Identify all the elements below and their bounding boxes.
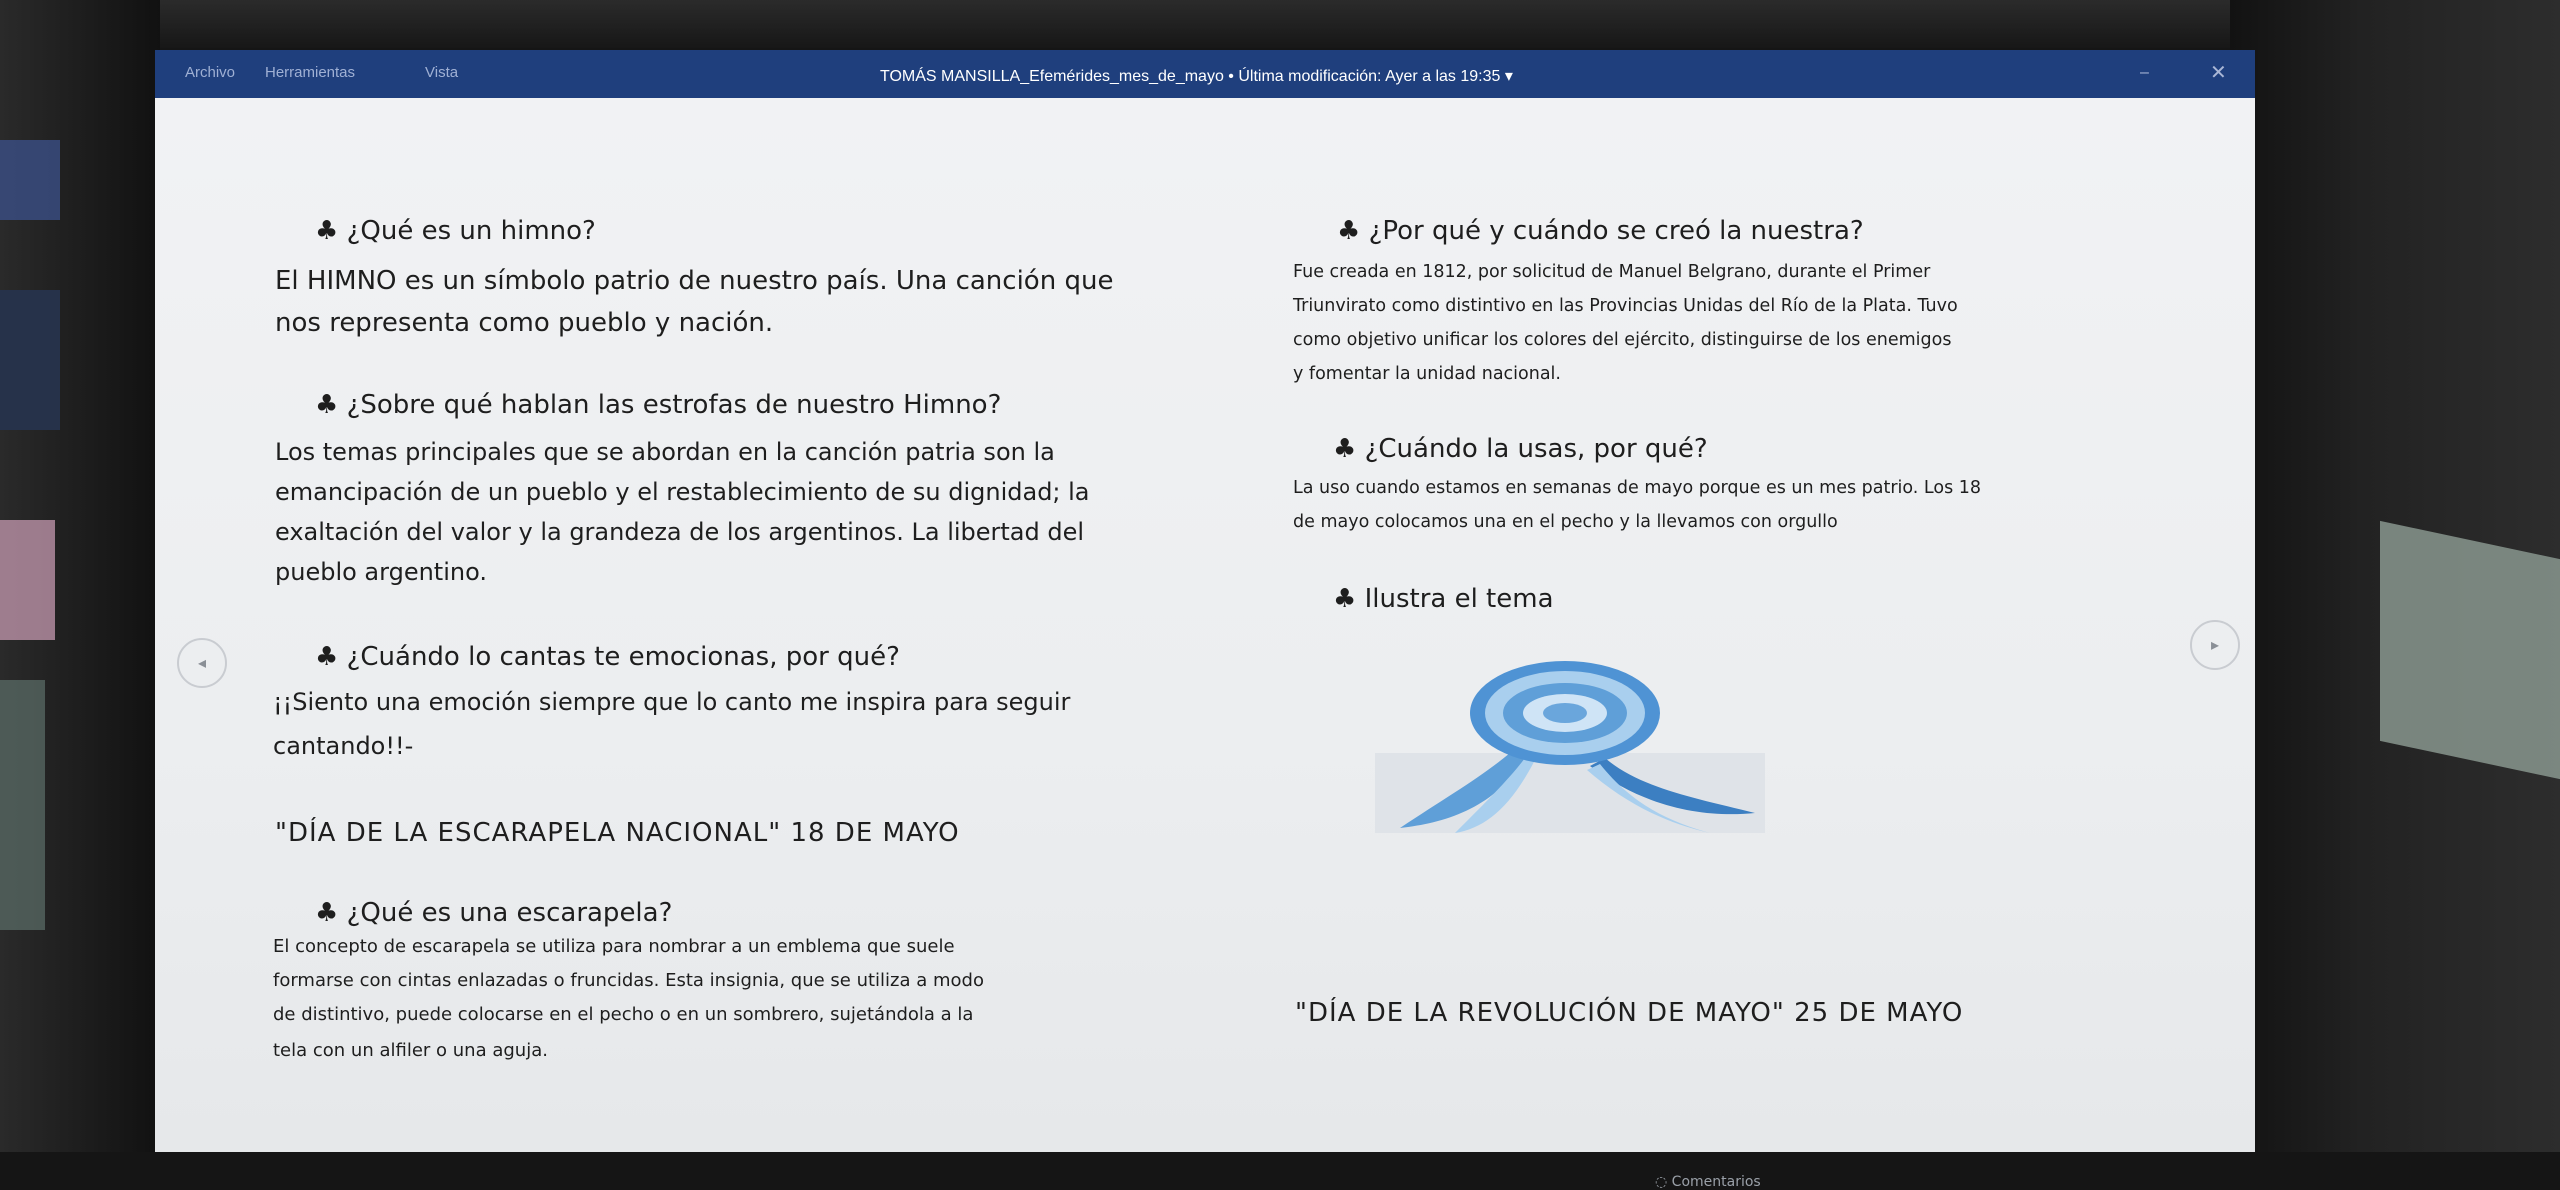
menu-file[interactable]: Archivo — [185, 64, 236, 81]
title-bar — [155, 50, 2255, 98]
paragraph-line: La uso cuando estamos en semanas de mayo porque es un mes patrio. Los 18 — [1293, 478, 1982, 498]
section-heading: "DÍA DE LA REVOLUCIÓN DE MAYO" 25 DE MAYO — [1295, 998, 1964, 1028]
paragraph-line: exaltación del valor y la grandeza de los argentinos. La libertad del — [275, 518, 1085, 546]
paragraph-line: El concepto de escarapela se utiliza para nombrar a un emblema que suele — [273, 936, 955, 957]
paragraph-line: tela con un alfiler o una aguja. — [273, 1040, 548, 1061]
menu-view[interactable]: Vista — [425, 64, 459, 81]
document-page — [155, 98, 2255, 1190]
document-title[interactable]: TOMÁS MANSILLA_Efemérides_mes_de_mayo • Última modificación: Ayer a las 19:35 ▾ — [880, 68, 1513, 85]
bullet-icon: ♣ — [315, 898, 347, 928]
paragraph-line: emancipación de un pueblo y el restablecimiento de su dignidad; la — [275, 478, 1090, 506]
bullet-icon: ♣ — [315, 216, 347, 246]
monitor-left-bezel — [0, 0, 160, 1152]
question-heading: ♣ ¿Cuándo lo cantas te emocionas, por qué? — [315, 642, 900, 672]
paragraph-line: de distintivo, puede colocarse en el pecho o en un sombrero, sujetándola a la — [273, 1004, 974, 1025]
paragraph-line: El HIMNO es un símbolo patrio de nuestro país. Una canción que — [275, 266, 1114, 296]
paragraph-line: cantando!!- — [273, 732, 414, 760]
bullet-icon: ♣ — [1333, 434, 1365, 464]
close-button[interactable]: ✕ — [2210, 62, 2227, 84]
paragraph-line: como objetivo unificar los colores del ejército, distinguirse de los enemigos — [1293, 330, 1952, 350]
paragraph-line: Fue creada en 1812, por solicitud de Manuel Belgrano, durante el Primer — [1293, 262, 1931, 282]
question-heading: ♣ Ilustra el tema — [1333, 584, 1554, 614]
paragraph-line: ¡¡Siento una emoción siempre que lo canto me inspira para seguir — [273, 688, 1071, 716]
question-heading: ♣ ¿Por qué y cuándo se creó la nuestra? — [1337, 216, 1864, 246]
paragraph-line: nos representa como pueblo y nación. — [275, 308, 774, 338]
monitor-right-bezel — [2230, 0, 2560, 1152]
paragraph-line: y fomentar la unidad nacional. — [1293, 364, 1561, 384]
monitor-top-bezel — [0, 0, 2560, 48]
bullet-icon: ♣ — [315, 390, 347, 420]
paragraph-line: Triunvirato como distintivo en las Provincias Unidas del Río de la Plata. Tuvo — [1293, 296, 1958, 316]
bullet-icon: ♣ — [1333, 584, 1365, 614]
previous-page-button[interactable]: ◂ — [177, 638, 227, 688]
section-heading: "DÍA DE LA ESCARAPELA NACIONAL" 18 DE MAYO — [275, 818, 960, 848]
bullet-icon: ♣ — [1337, 216, 1369, 246]
document-viewer-window — [155, 50, 2255, 1190]
question-heading: ♣ ¿Sobre qué hablan las estrofas de nuestro Himno? — [315, 390, 1002, 420]
menu-tools[interactable]: Herramientas — [265, 64, 356, 81]
minimize-button[interactable]: – — [2140, 64, 2149, 81]
background-reflection — [0, 520, 55, 640]
paragraph-line: formarse con cintas enlazadas o fruncidas. Esta insignia, que se utiliza a modo — [273, 970, 984, 991]
background-reflection — [0, 680, 45, 930]
escarapela-illustration — [1375, 658, 1765, 838]
next-page-button[interactable]: ▸ — [2190, 620, 2240, 670]
background-reflection — [0, 290, 60, 430]
question-heading: ♣ ¿Qué es una escarapela? — [315, 898, 673, 928]
question-heading: ♣ ¿Cuándo la usas, por qué? — [1333, 434, 1708, 464]
bullet-icon: ♣ — [315, 642, 347, 672]
paragraph-line: pueblo argentino. — [275, 558, 487, 586]
question-heading: ♣ ¿Qué es un himno? — [315, 216, 596, 246]
background-reflection — [0, 140, 60, 220]
paragraph-line: Los temas principales que se abordan en la canción patria son la — [275, 438, 1055, 466]
rosette-center — [1543, 703, 1587, 723]
paragraph-line: de mayo colocamos una en el pecho y la llevamos con orgullo — [1293, 512, 1838, 532]
comments-status[interactable]: ◌ Comentarios — [1655, 1174, 1761, 1190]
background-reflection — [2380, 521, 2560, 779]
